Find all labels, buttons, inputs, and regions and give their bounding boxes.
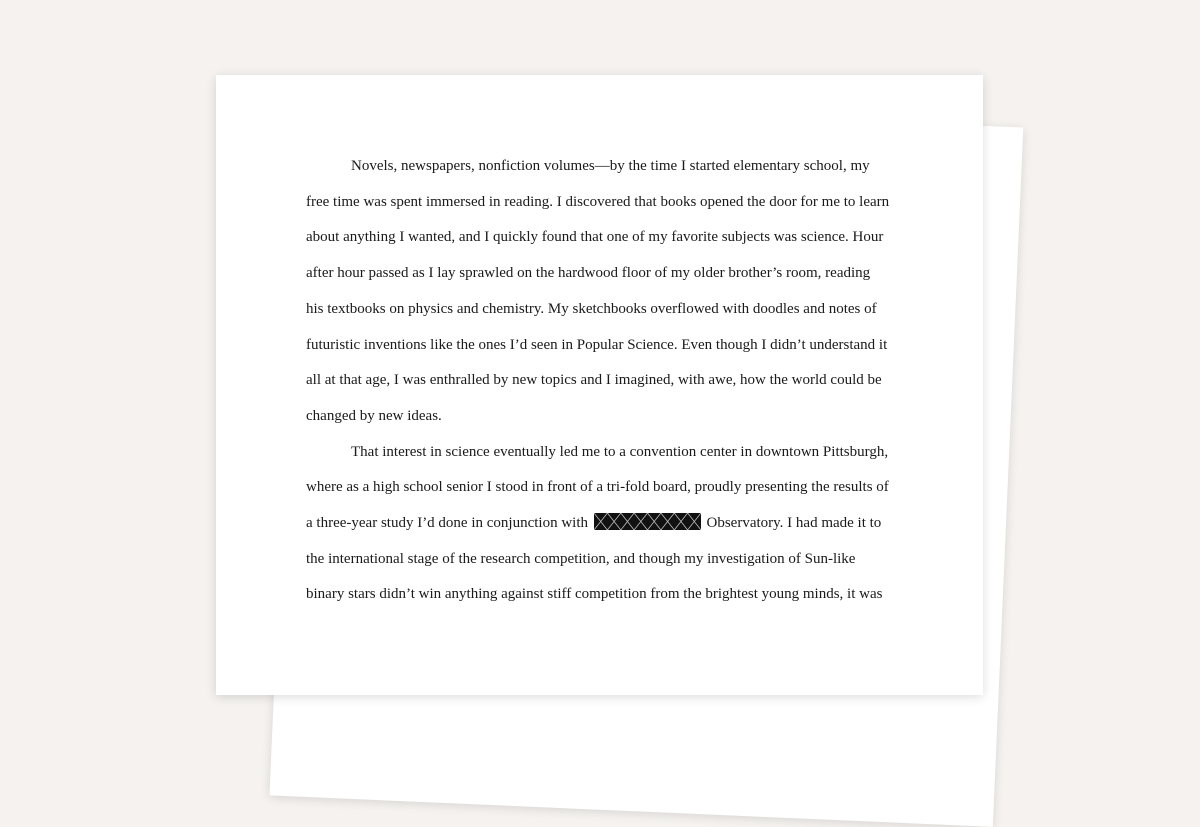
essay-line: futuristic inventions like the ones I’d seen in Popular Science. Even though I didn’t understand it xyxy=(306,337,888,353)
essay-page xyxy=(216,75,983,695)
essay-line-text: Observatory. I had made it to xyxy=(706,515,882,531)
essay-line: That interest in science eventually led me to a convention center in downtown Pittsburgh, xyxy=(351,444,889,460)
essay-line: after hour passed as I lay sprawled on the hardwood floor of my older brother’s room, reading xyxy=(306,265,871,281)
essay-line-text: a three-year study I’d done in conjunction with xyxy=(306,515,588,531)
essay-line: free time was spent immersed in reading. I discovered that books opened the door for me to learn xyxy=(306,194,890,210)
essay-line: Novels, newspapers, nonfiction volumes—by the time I started elementary school, my xyxy=(351,158,870,174)
essay-line-with-redaction xyxy=(306,513,881,533)
essay-line: his textbooks on physics and chemistry. My sketchbooks overflowed with doodles and notes of xyxy=(306,301,877,317)
essay-line: the international stage of the research competition, and though my investigation of Sun-like xyxy=(306,551,856,567)
essay-line: about anything I wanted, and I quickly found that one of my favorite subjects was science. Hour xyxy=(306,229,884,245)
essay-line: binary stars didn’t win anything against stiff competition from the brightest young minds, it was xyxy=(306,586,883,602)
redaction-block xyxy=(594,513,701,530)
essay-line: changed by new ideas. xyxy=(306,408,442,424)
essay-line: where as a high school senior I stood in front of a tri-fold board, proudly presenting the results of xyxy=(306,479,889,495)
essay-line: all at that age, I was enthralled by new topics and I imagined, with awe, how the world could be xyxy=(306,372,882,388)
